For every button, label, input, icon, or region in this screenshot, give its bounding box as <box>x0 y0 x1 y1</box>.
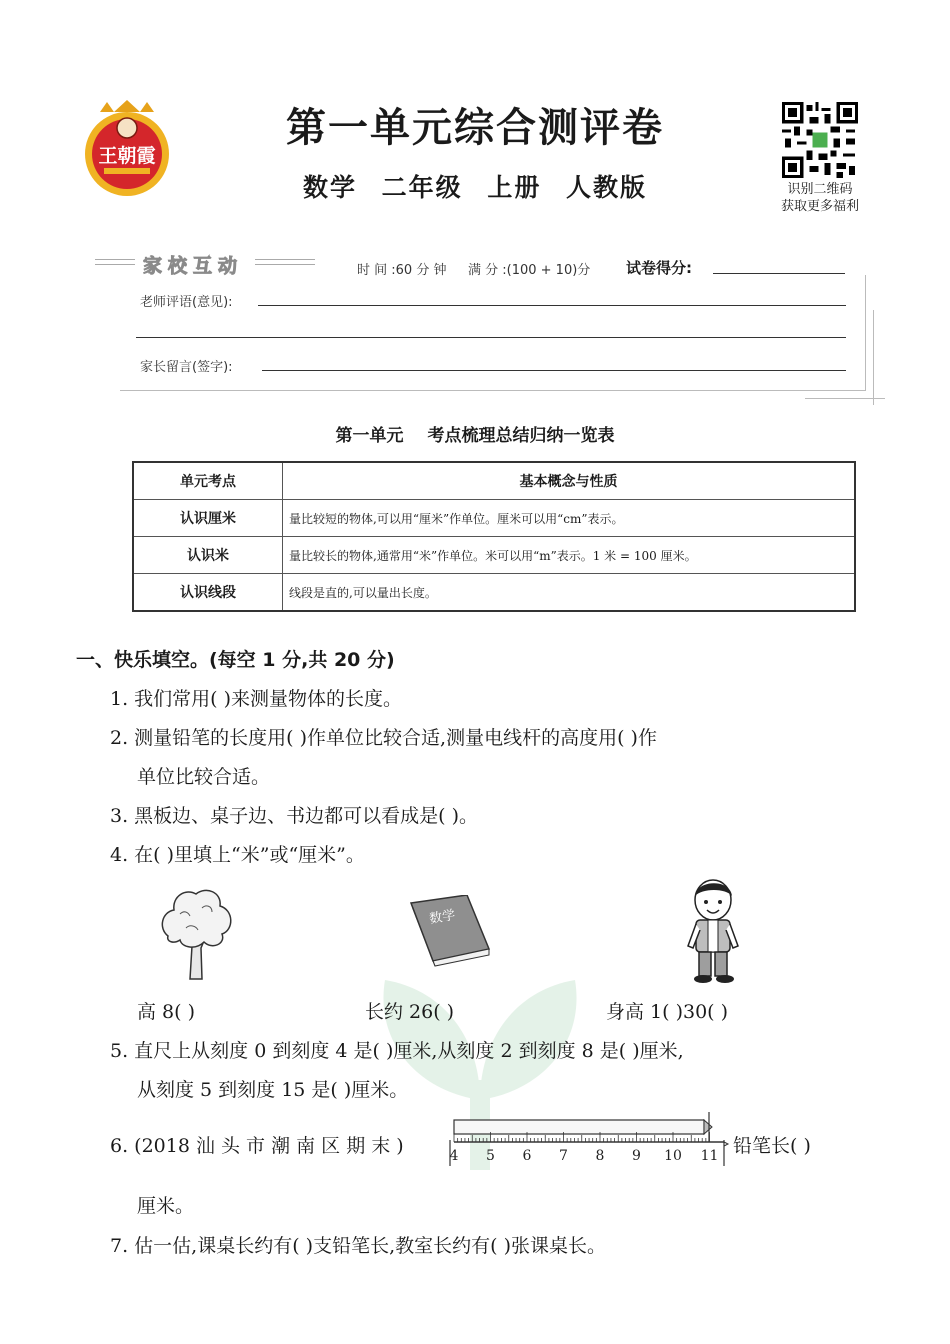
table-header-row <box>133 462 855 500</box>
table-cell: 量比较短的物体,可以用“厘米”作单位。厘米可以用“cm”表示。 <box>283 500 856 537</box>
logo-text: 王朝霞 <box>98 145 156 167</box>
book-label: 数学 <box>428 907 457 928</box>
ruler-tick-label: 5 <box>486 1148 495 1164</box>
summary-table <box>132 461 856 612</box>
table-cell: 量比较长的物体,通常用“米”作单位。米可以用“m”表示。1 米 = 100 厘米。 <box>283 537 856 574</box>
parent-note-label: 家长留言(签字): <box>140 360 233 375</box>
deco-line <box>873 310 874 405</box>
table-row <box>133 500 855 537</box>
deco-line <box>805 398 885 399</box>
time-limit: 时 间 :60 分 钟 <box>357 263 447 278</box>
table-row <box>133 537 855 574</box>
svg-text:家校互动: 家校互动 <box>142 255 244 277</box>
boy-icon <box>682 876 744 984</box>
question-2-line1: 2. 测量铅笔的长度用( )作单位比较合适,测量电线杆的高度用( )作 <box>110 727 657 749</box>
question-4: 4. 在( )里填上“米”或“厘米”。 <box>110 844 365 866</box>
score-input-line[interactable] <box>713 273 845 274</box>
section-heading: 一、快乐填空。(每空 1 分,共 20 分) <box>76 649 395 671</box>
question-6-prefix: 6. (2018 汕 头 市 潮 南 区 期 末 ) <box>110 1135 404 1157</box>
qr-caption-2: 获取更多福利 <box>780 199 859 214</box>
ruler-tick-label: 6 <box>522 1148 532 1164</box>
ruler-tick-label: 10 <box>664 1148 682 1164</box>
tree-icon <box>156 884 236 980</box>
book-length-blank: 长约 26( ) <box>365 1001 455 1023</box>
question-2-line2: 单位比较合适。 <box>137 766 271 788</box>
ruler-tick-label: 4 <box>449 1148 459 1164</box>
ruler-tick-label: 7 <box>559 1148 568 1164</box>
page-subtitle: 数学 二年级 上册 人教版 <box>302 173 648 202</box>
ruler-tick-label: 9 <box>632 1148 641 1164</box>
table-cell: 线段是直的,可以量出长度。 <box>283 574 856 612</box>
boy-height-blank: 身高 1( )30( ) <box>606 1001 729 1023</box>
table-header-cell: 基本概念与性质 <box>283 462 856 500</box>
question-5-line1: 5. 直尺上从刻度 0 到刻度 4 是( )厘米,从刻度 2 到刻度 8 是( )厘米, <box>110 1040 684 1062</box>
teacher-comment-label: 老师评语(意见): <box>140 295 233 310</box>
question-1: 1. 我们常用( )来测量物体的长度。 <box>110 688 403 710</box>
question-6-suffix: 铅笔长( ) <box>733 1135 811 1157</box>
table-header-cell: 单元考点 <box>133 462 283 500</box>
ruler-tick-label: 11 <box>700 1148 719 1164</box>
full-score: 满 分 :(100 + 10)分 <box>468 263 591 278</box>
question-7: 7. 估一估,课桌长约有( )支铅笔长,教室长约有( )张课桌长。 <box>110 1235 606 1257</box>
deco-line <box>255 264 315 265</box>
table-cell: 认识线段 <box>133 574 283 612</box>
qr-code-icon[interactable] <box>782 102 858 178</box>
table-row <box>133 574 855 612</box>
page-title: 第一单元综合测评卷 <box>286 105 664 151</box>
question-6-line2: 厘米。 <box>137 1195 195 1217</box>
qr-caption-1: 识别二维码 <box>787 182 853 197</box>
ruler-tick-label: 8 <box>595 1148 605 1164</box>
question-5-line2: 从刻度 5 到刻度 15 是( )厘米。 <box>137 1079 409 1101</box>
table-cell: 认识厘米 <box>133 500 283 537</box>
table-cell: 认识米 <box>133 537 283 574</box>
deco-line <box>255 259 315 260</box>
tree-height-blank: 高 8( ) <box>137 1001 195 1023</box>
ruler-with-pencil-icon <box>440 1110 730 1176</box>
section-frame <box>120 275 866 391</box>
question-3: 3. 黑板边、桌子边、书边都可以看成是( )。 <box>110 805 479 827</box>
math-book-icon <box>405 895 493 967</box>
score-label: 试卷得分: <box>626 259 692 277</box>
summary-title: 第一单元 考点梳理总结归纳一览表 <box>335 426 615 446</box>
